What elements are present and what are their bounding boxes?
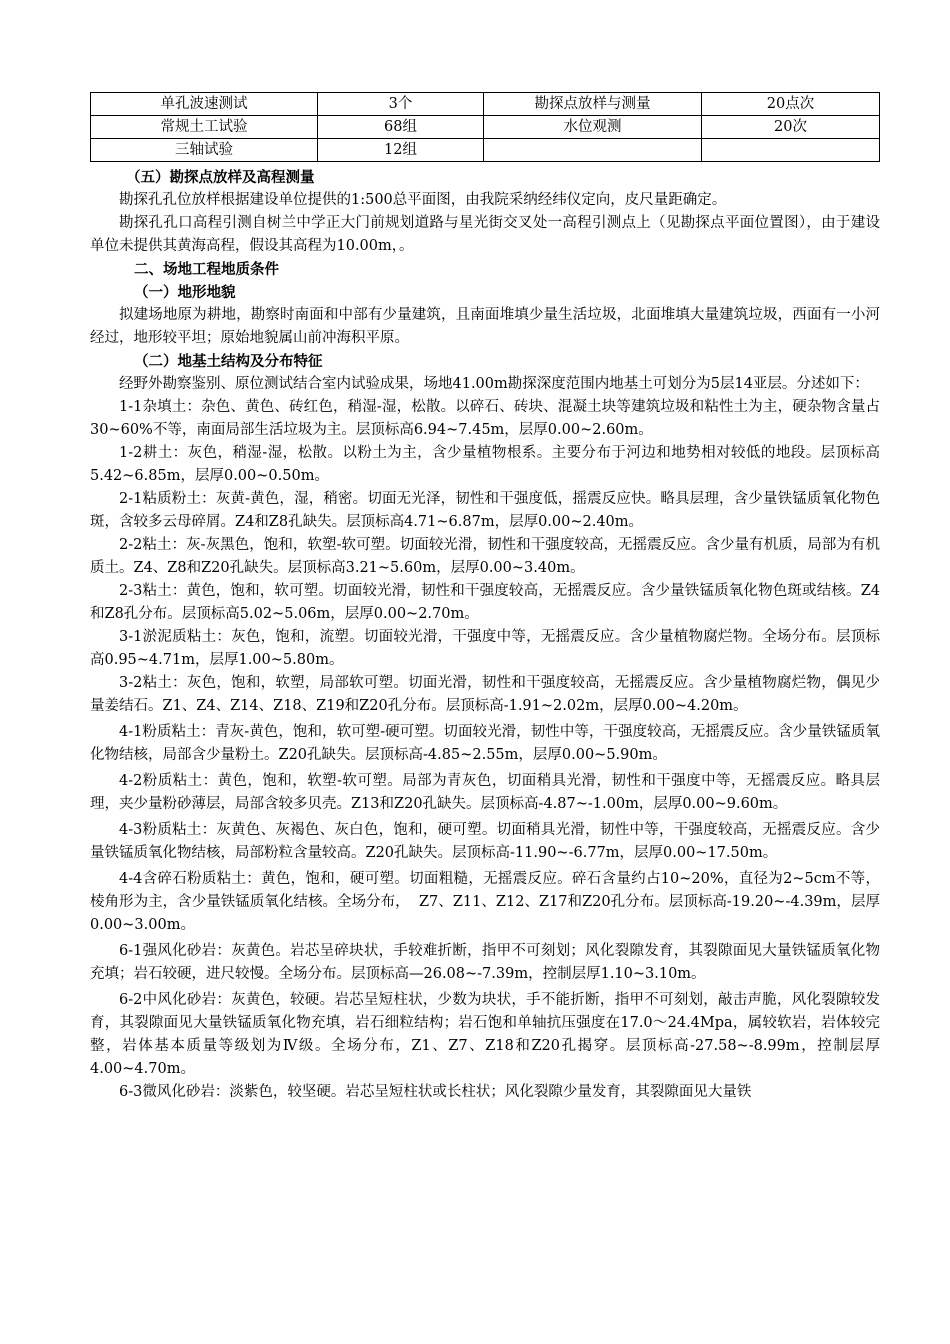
table-cell: 68组 (318, 116, 484, 139)
table-cell (702, 139, 880, 162)
layer-paragraph: 2-3粘土：黄色，饱和，软可塑。切面较光滑，韧性和干强度较高，无摇震反应。含少量铁锰质氧化物色斑或结核。Z4和Z8孔分布。层顶标高5.02~5.06m，层厚0.00~2.70m。 (90, 583, 880, 622)
layer-paragraph: 6-3微风化砂岩：淡紫色，较坚硬。岩芯呈短柱状或长柱状；风化裂隙少量发育，其裂隙面见大量铁 (119, 1084, 752, 1100)
paragraph: 勘探孔孔位放样根据建设单位提供的1:500总平面图，由我院采纳经纬仪定向，皮尺量距确定。 (119, 192, 727, 208)
layer-paragraph: 3-2粘土：灰色，饱和，软塑，局部软可塑。切面光滑，韧性和干强度较高，无摇震反应。含少量植物腐烂物，偶见少量姜结石。Z1、Z4、Z14、Z18、Z19和Z20孔分布。层顶标高-1.91~2.02m，层厚0.00~4.20m。 (90, 675, 880, 714)
section-heading-soil-structure: （二）地基土结构及分布特征 (134, 353, 323, 370)
table-row (91, 139, 880, 162)
layer-paragraph: 3-1淤泥质粘土：灰色，饱和，流塑。切面较光滑，干强度中等，无摇震反应。含少量植物腐烂物。全场分布。层顶标高0.95~4.71m，层厚1.00~5.80m。 (90, 629, 880, 668)
table-cell: 常规土工试验 (91, 116, 318, 139)
layer-paragraph: 1-1杂填土：杂色、黄色、砖红色，稍湿-湿，松散。以碎石、砖块、混凝土块等建筑垃圾和粘性土为主，硬杂物含量占30~60%不等，南面局部生活垃圾为主。层顶标高6.94~7.45m，层厚0.00~2.60m。 (90, 399, 880, 438)
table-cell: 20次 (702, 116, 880, 139)
layer-paragraph: 2-1粘质粉土：灰黄-黄色，湿，稍密。切面无光泽，韧性和干强度低，摇震反应快。略具层理，含少量铁锰质氧化物色斑，含较多云母碎屑。Z4和Z8孔缺失。层顶标高4.71~6.87m，层厚0.00~2.40m。 (90, 491, 880, 530)
layer-paragraph: 4-4含碎石粉质粘土：黄色，饱和，硬可塑。切面粗糙，无摇震反应。碎石含量约占10~20%，直径为2~5cm不等，棱角形为主，含少量铁锰质氧化结核。全场分布， Z7、Z11、Z12、Z17和Z20孔分布。层顶标高-19.20~-4.39m，层厚0.00~3.00m。 (90, 871, 880, 933)
layer-paragraph: 1-2耕土：灰色，稍湿-湿，松散。以粉土为主，含少量植物根系。主要分布于河边和地势相对较低的地段。层顶标高5.42~6.85m，层厚0.00~0.50m。 (90, 445, 880, 484)
paragraph: 拟建场地原为耕地，勘察时南面和中部有少量建筑，且南面堆填少量生活垃圾，北面堆填大量建筑垃圾，西面有一小河经过，地形较平坦；原始地貌属山前冲海积平原。 (90, 307, 880, 346)
section-heading-survey: （五）勘探点放样及高程测量 (126, 169, 315, 186)
layer-paragraph: 6-2中风化砂岩：灰黄色，较硬。岩芯呈短柱状，少数为块状，手不能折断，指甲不可刻划，敲击声脆，风化裂隙较发育，其裂隙面见大量铁锰质氧化物充填，岩石细粒结构；岩石饱和单轴抗压强度在17.0～24.4Mpa，属较软岩，岩体较完整，岩体基本质量等级划为Ⅳ级。全场分布，Z1、Z7、Z18和Z20孔揭穿。层顶标高-27.58~-8.99m，控制层厚4.00~4.70m。 (90, 992, 880, 1077)
body-text (90, 166, 880, 1104)
section-heading-geology: 二、场地工程地质条件 (134, 261, 279, 278)
layer-paragraph: 6-1强风化砂岩：灰黄色。岩芯呈碎块状，手较难折断，指甲不可刻划；风化裂隙发育，其裂隙面见大量铁锰质氧化物充填；岩石较硬，进尺较慢。全场分布。层顶标高—26.08~-7.39m，控制层厚1.10~3.10m。 (90, 943, 880, 982)
table-cell: 12组 (318, 139, 484, 162)
paragraph: 勘探孔孔口高程引测自树兰中学正大门前规划道路与星光街交叉处一高程引测点上（见勘探点平面位置图），由于建设单位未提供其黄海高程，假设其高程为10.00m，。 (90, 215, 880, 254)
layer-paragraph: 2-2粘土：灰-灰黑色，饱和，软塑-软可塑。切面较光滑，韧性和干强度较高，无摇震反应。含少量有机质，局部为有机质土。Z4、Z8和Z20孔缺失。层顶标高3.21~5.60m，层厚0.00~3.40m。 (90, 537, 880, 576)
table-cell: 单孔波速测试 (91, 93, 318, 116)
paragraph: 经野外勘察鉴别、原位测试结合室内试验成果，场地41.00m勘探深度范围内地基土可划分为5层14亚层。分述如下： (119, 376, 869, 392)
table-row (91, 116, 880, 139)
layer-paragraph: 4-2粉质粘土：黄色，饱和，软塑-软可塑。局部为青灰色，切面稍具光滑，韧性和干强度中等，无摇震反应。略具层理，夹少量粉砂薄层，局部含较多贝壳。Z13和Z20孔缺失。层顶标高-4.87~-1.00m，层厚0.00~9.60m。 (90, 773, 880, 812)
layer-paragraph: 4-1粉质粘土：青灰-黄色，饱和，软可塑-硬可塑。切面较光滑，韧性中等，干强度较高，无摇震反应。含少量铁锰质氧化物结核，局部含少量粉土。Z20孔缺失。层顶标高-4.85~2.55m，层厚0.00~5.90m。 (90, 724, 880, 763)
workload-table (90, 92, 880, 162)
table-cell (484, 139, 702, 162)
table-row (91, 93, 880, 116)
section-heading-landform: （一）地形地貌 (134, 284, 236, 301)
table-cell: 三轴试验 (91, 139, 318, 162)
layer-paragraph: 4-3粉质粘土：灰黄色、灰褐色、灰白色，饱和，硬可塑。切面稍具光滑，韧性中等，干强度较高，无摇震反应。含少量铁锰质氧化物结核，局部粉粒含量较高。Z20孔缺失。层顶标高-11.90~-6.77m，层厚0.00~17.50m。 (90, 822, 880, 861)
table-cell: 3个 (318, 93, 484, 116)
table-cell: 勘探点放样与测量 (484, 93, 702, 116)
table-cell: 20点次 (702, 93, 880, 116)
table-cell: 水位观测 (484, 116, 702, 139)
